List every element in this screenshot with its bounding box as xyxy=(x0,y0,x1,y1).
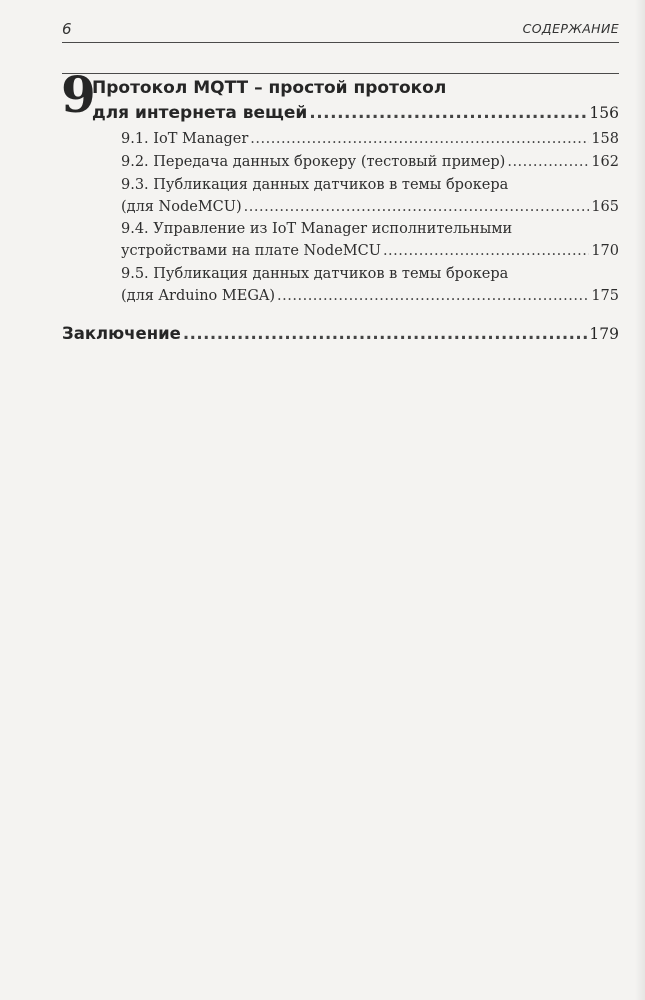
page-ref: 165 xyxy=(591,199,619,215)
dot-leader xyxy=(309,103,587,123)
page-header xyxy=(62,18,619,43)
section-title-9-3-line1: 9.3. Публикация данных датчиков в темы брокера xyxy=(121,177,509,193)
page-ref: 162 xyxy=(591,154,619,170)
section-title: 9.1. IoT Manager xyxy=(121,131,249,147)
running-head: СОДЕРЖАНИЕ xyxy=(522,21,619,36)
toc-entry-conclusion[interactable] xyxy=(62,324,619,343)
toc-entry-9-1[interactable] xyxy=(121,131,619,147)
page-number: 6 xyxy=(62,20,72,38)
toc-entry-9-2[interactable] xyxy=(121,154,619,170)
chapter-title-line1: Протокол MQTT – простой протокол xyxy=(92,78,447,98)
toc-entry-9-4[interactable] xyxy=(121,243,619,259)
dot-leader xyxy=(244,199,590,215)
page-ref: 156 xyxy=(589,104,619,122)
chapter-rule xyxy=(62,73,619,74)
toc-entry-9-3[interactable] xyxy=(121,199,619,215)
section-title: (для Arduino MEGA) xyxy=(121,288,276,304)
toc-entry-chapter-9[interactable] xyxy=(92,103,619,123)
page-ref: 179 xyxy=(589,325,619,343)
toc-entry-9-5[interactable] xyxy=(121,288,619,304)
dot-leader xyxy=(277,288,589,304)
dot-leader xyxy=(383,243,589,259)
section-title-9-4-line1: 9.4. Управление из IoT Manager исполнительными xyxy=(121,221,513,237)
page-ref: 158 xyxy=(591,131,619,147)
chapter-title-line2: для интернета вещей xyxy=(92,103,308,123)
chapter-number: 9 xyxy=(61,65,96,124)
dot-leader xyxy=(250,131,589,147)
page-ref: 175 xyxy=(591,288,619,304)
conclusion-title: Заключение xyxy=(62,324,181,343)
dot-leader xyxy=(507,154,589,170)
section-title: (для NodeMCU) xyxy=(121,199,242,215)
page-edge-shadow xyxy=(635,0,645,1000)
dot-leader xyxy=(183,324,588,343)
section-title: устройствами на плате NodeMCU xyxy=(121,243,381,259)
page-ref: 170 xyxy=(591,243,619,259)
section-title-9-5-line1: 9.5. Публикация данных датчиков в темы брокера xyxy=(121,266,509,282)
section-title: 9.2. Передача данных брокеру (тестовый пример) xyxy=(121,154,506,170)
